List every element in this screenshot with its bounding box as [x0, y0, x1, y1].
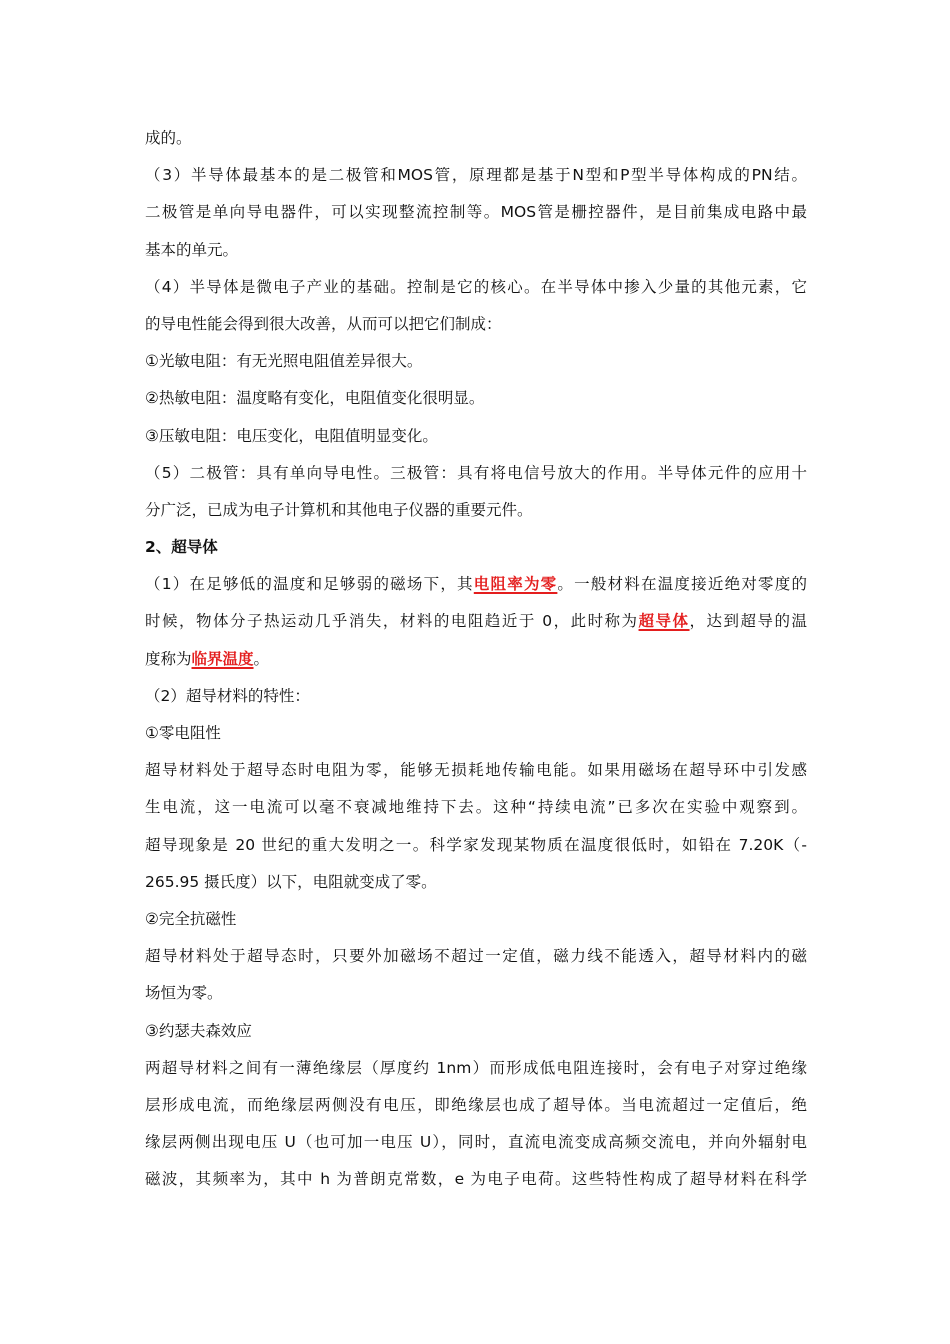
text-line: ③约瑟夫森效应: [145, 1021, 252, 1040]
text-line: ②完全抗磁性: [145, 909, 237, 928]
document-body: [145, 120, 807, 1198]
text-line: [145, 641, 807, 678]
text-line: 场恒为零。: [145, 984, 223, 1003]
highlighted-term: 超导体: [638, 612, 690, 631]
text-line: （2）超导材料的特性：: [145, 686, 310, 705]
text-line: 层形成电流，而绝缘层两侧没有电压，即绝缘层也成了超导体。当电流超过一定值后，绝: [145, 1095, 807, 1114]
text-line: ①零电阻性: [145, 724, 221, 742]
text-line: [145, 566, 807, 603]
text-line: ②热敏电阻：温度略有变化，电阻值变化很明显。: [145, 389, 485, 408]
text-segment: （1）在足够低的温度和足够弱的磁场下，其: [145, 575, 474, 594]
text-line: 基本的单元。: [145, 240, 239, 259]
section-heading: 2、超导体: [145, 538, 218, 557]
text-line: ①光敏电阻：有无光照电阻值差异很大。: [145, 352, 423, 371]
text-segment: ，达到超导的温: [689, 612, 807, 631]
text-line: 265.95 摄氏度）以下，电阻就变成了零。: [145, 872, 437, 891]
text-segment: 。一般材料在温度接近绝对零度的: [557, 575, 807, 594]
highlighted-term: 电阻率为零: [473, 575, 558, 594]
text-line: （3）半导体最基本的是二极管和MOS管，原理都是基于N型和P型半导体构成的PN结。: [145, 166, 807, 185]
text-line: 的导电性能会得到很大改善，从而可以把它们制成：: [145, 314, 502, 333]
text-segment: 度称为: [145, 649, 192, 668]
text-line: 分广泛，已成为电子计算机和其他电子仪器的重要元件。: [145, 500, 533, 519]
text-line: （4）半导体是微电子产业的基础。控制是它的核心。在半导体中掺入少量的其他元素，它: [145, 277, 807, 296]
text-line: ③压敏电阻：电压变化，电阻值明显变化。: [145, 426, 438, 445]
text-segment: 时候，物体分子热运动几乎消失，材料的电阻趋近于 0，此时称为: [145, 612, 639, 631]
text-line: 两超导材料之间有一薄绝缘层（厚度约 1nm）而形成低电阻连接时，会有电子对穿过绝缘: [145, 1058, 807, 1077]
text-line: 缘层两侧出现电压 U（也可加一电压 U），同时，直流电流变成高频交流电，并向外辐射电: [145, 1133, 807, 1152]
text-line: 超导现象是 20 世纪的重大发明之一。科学家发现某物质在温度很低时，如铅在 7.20K（-: [145, 835, 807, 854]
text-line: 二极管是单向导电器件，可以实现整流控制等。MOS管是栅控器件，是目前集成电路中最: [145, 203, 807, 222]
text-line: 磁波，其频率为，其中 h 为普朗克常数，e 为电子电荷。这些特性构成了超导材料在科学: [145, 1170, 807, 1189]
text-line: 生电流，这一电流可以毫不衰减地维持下去。这种“持续电流”已多次在实验中观察到。: [145, 798, 807, 817]
text-line: [145, 603, 807, 640]
text-line: 超导材料处于超导态时，只要外加磁场不超过一定值，磁力线不能透入，超导材料内的磁: [145, 947, 807, 966]
text-line: （5）二极管：具有单向导电性。三极管：具有将电信号放大的作用。半导体元件的应用十: [145, 463, 807, 482]
highlighted-term: 临界温度: [191, 649, 254, 668]
text-segment: 。: [253, 649, 270, 668]
text-line: 超导材料处于超导态时电阻为零，能够无损耗地传输电能。如果用磁场在超导环中引发感: [145, 761, 807, 780]
text-line: 成的。: [145, 129, 192, 147]
